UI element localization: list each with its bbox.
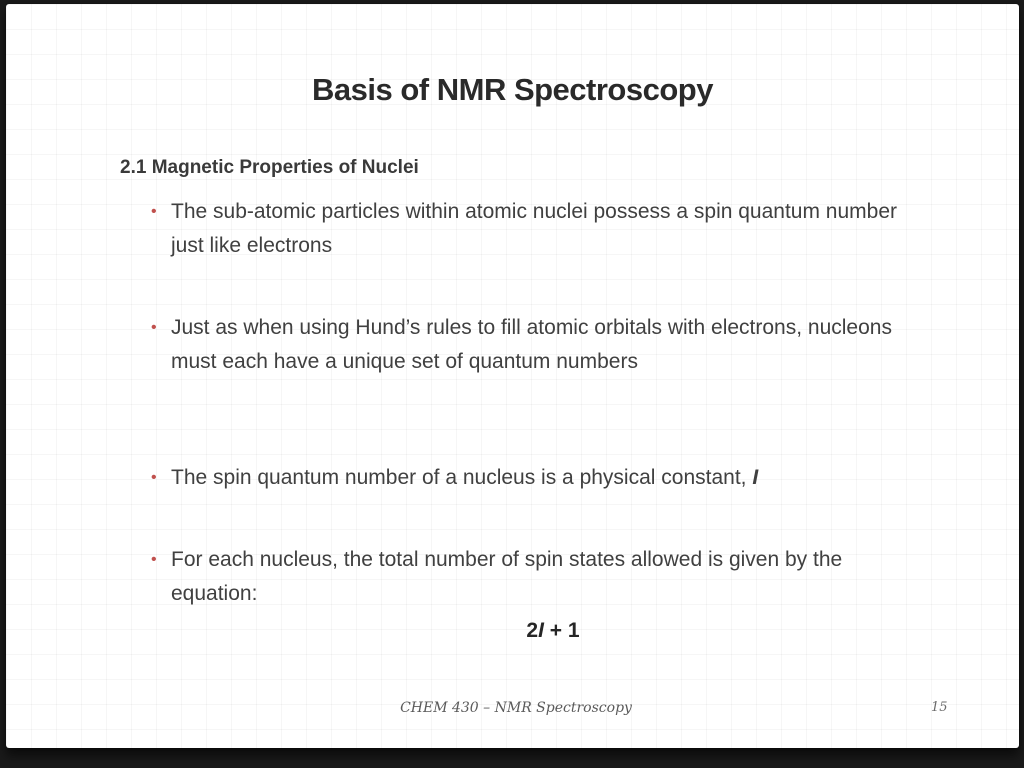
bullet-item — [151, 195, 931, 263]
bullet-marker: • — [151, 203, 157, 220]
bullet-text: The spin quantum number of a nucleus is a physical constant, — [171, 466, 753, 489]
slide-footer: CHEM 430 – NMR Spectroscopy — [400, 700, 632, 716]
equation — [6, 619, 1019, 643]
bullet-text: For each nucleus, the total number of spin states allowed is given by the equation: — [171, 548, 843, 605]
bullet-text: The sub-atomic particles within atomic nuclei possess a spin quantum number just like electrons — [171, 200, 898, 257]
slide-title: Basis of NMR Spectroscopy — [312, 72, 713, 107]
bullet-item — [151, 311, 931, 379]
bullet-marker: • — [151, 551, 157, 568]
bullet-text-container — [171, 461, 931, 495]
bullet-item — [151, 543, 931, 611]
slide — [6, 4, 1019, 748]
bullet-item — [151, 461, 931, 495]
slide-page-number: 15 — [931, 700, 948, 715]
equation-suffix: + 1 — [543, 619, 580, 642]
bullet-text: Just as when using Hund’s rules to fill atomic orbitals with electrons, nucleons must each have a unique set of quantum numbers — [171, 316, 892, 373]
equation-prefix: 2 — [526, 619, 539, 642]
equation-expression — [526, 619, 579, 643]
spin-symbol: I — [752, 466, 759, 489]
bullet-marker: • — [151, 319, 157, 336]
equation-variable: I — [538, 619, 544, 642]
section-heading: 2.1 Magnetic Properties of Nuclei — [120, 157, 419, 178]
bullet-marker: • — [151, 469, 157, 486]
